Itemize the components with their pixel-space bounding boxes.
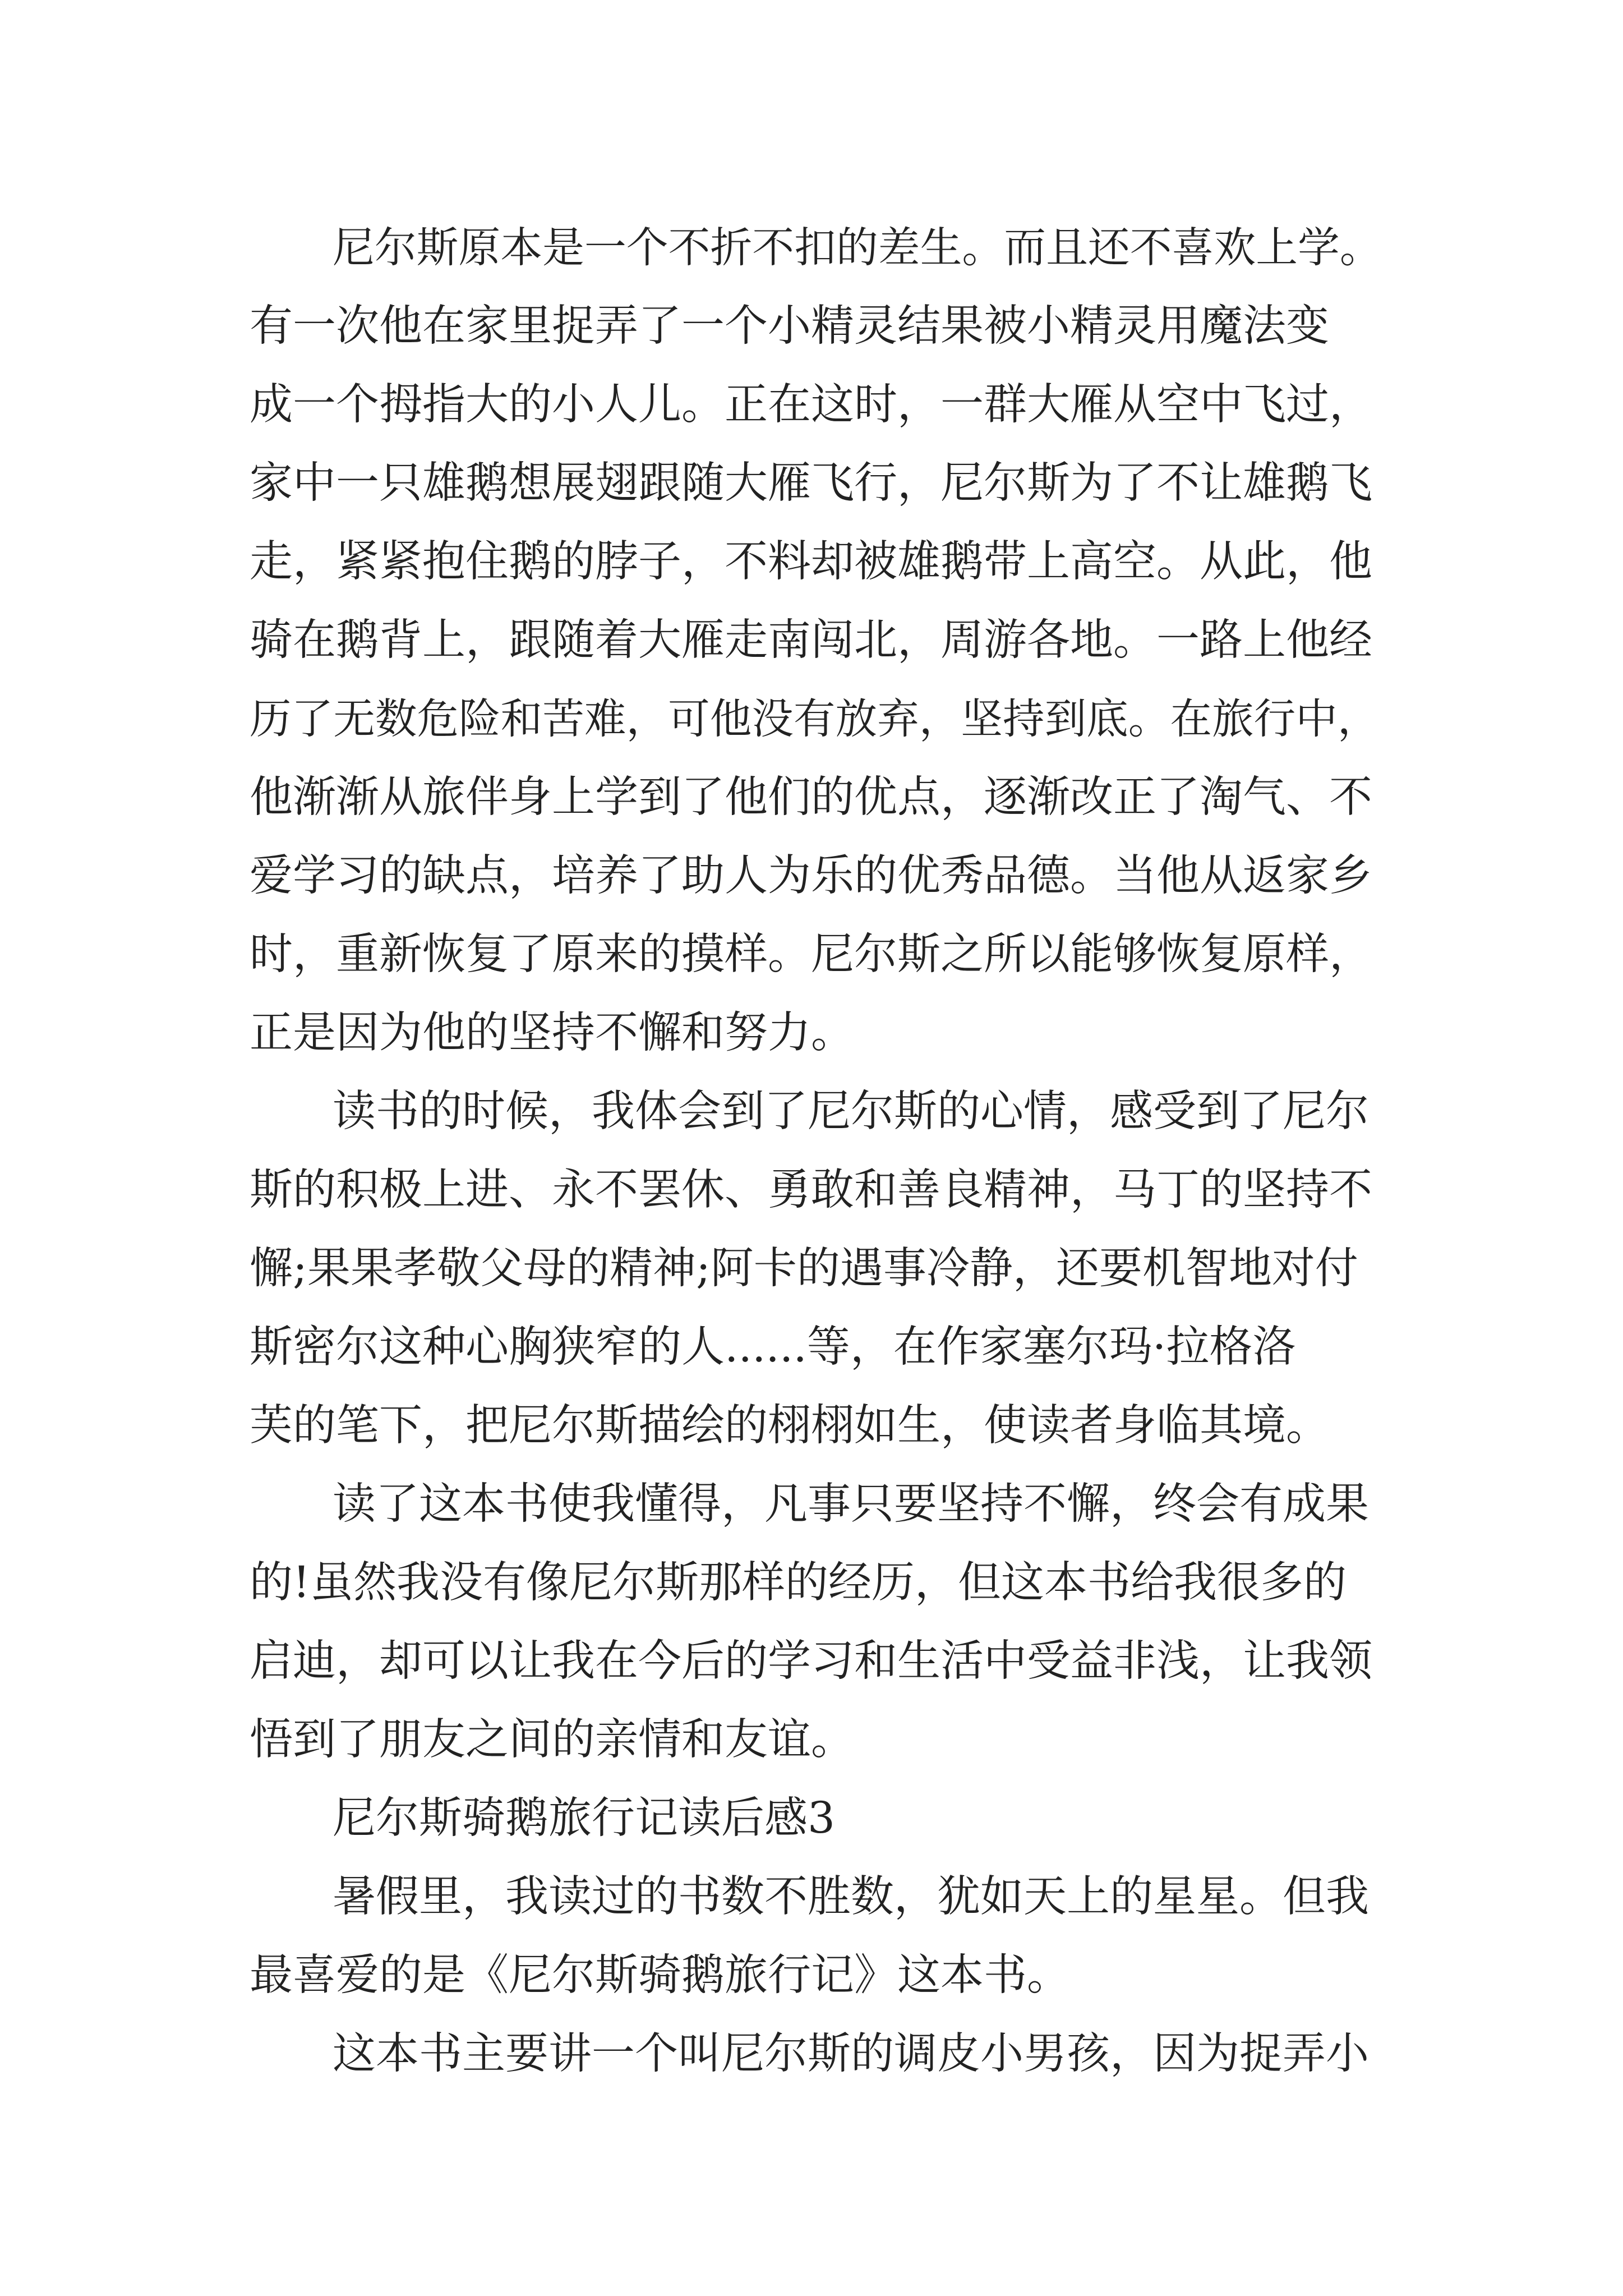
text-line: 有一次他在家里捉弄了一个小精灵结果被小精灵用魔法变 (250, 301, 1329, 351)
paragraph-lesson (250, 1465, 1380, 1779)
text-line: 爱学习的缺点，培养了助人为乐的优秀品德。当他从返家乡 (250, 851, 1372, 901)
text-line: 芙的笔下，把尼尔斯描绘的栩栩如生，使读者身临其境。 (250, 1401, 1329, 1451)
text-line: 家中一只雄鹅想展翅跟随大雁飞行，尼尔斯为了不让雄鹅飞 (250, 458, 1372, 508)
text-line: 时，重新恢复了原来的摸样。尼尔斯之所以能够恢复原样， (250, 930, 1372, 979)
text-line: 尼尔斯骑鹅旅行记读后感3 (333, 1793, 835, 1843)
text-line: 的!虽然我没有像尼尔斯那样的经历，但这本书给我很多的 (250, 1558, 1347, 1608)
text-line: 这本书主要讲一个叫尼尔斯的调皮小男孩，因为捉弄小 (333, 2029, 1369, 2079)
paragraph-reading-feelings (250, 1073, 1380, 1465)
text-line: 悟到了朋友之间的亲情和友谊。 (250, 1715, 854, 1765)
section-heading-3 (250, 1779, 1380, 1858)
text-line: 最喜爱的是《尼尔斯骑鹅旅行记》这本书。 (250, 1950, 1070, 2000)
text-line: 成一个拇指大的小人儿。正在这时，一群大雁从空中飞过， (250, 380, 1372, 430)
paragraph-book-intro (250, 2015, 1380, 2093)
text-line: 启迪，却可以让我在今后的学习和生活中受益非浅，让我领 (250, 1636, 1372, 1686)
text-line: 历了无数危险和苦难，可他没有放弃，坚持到底。在旅行中， (250, 694, 1380, 743)
text-line: 走，紧紧抱住鹅的脖子，不料却被雄鹅带上高空。从此，他 (250, 537, 1372, 587)
text-line: 尼尔斯原本是一个不折不扣的差生。而且还不喜欢上学。 (333, 223, 1382, 272)
text-line: 骑在鹅背上，跟随着大雁走南闯北，周游各地。一路上他经 (250, 615, 1372, 665)
text-line: 正是因为他的坚持不懈和努力。 (250, 1008, 854, 1058)
text-line: 暑假里，我读过的书数不胜数，犹如天上的星星。但我 (333, 1872, 1369, 1922)
text-line: 懈;果果孝敬父母的精神;阿卡的遇事冷静，还要机智地对付 (250, 1244, 1358, 1294)
text-line: 他渐渐从旅伴身上学到了他们的优点，逐渐改正了淘气、不 (250, 772, 1372, 822)
text-line: 读了这本书使我懂得，凡事只要坚持不懈，终会有成果 (333, 1479, 1369, 1529)
text-line: 斯密尔这种心胸狭窄的人......等，在作家塞尔玛·拉格洛 (250, 1322, 1296, 1372)
paragraph-nils-story (250, 209, 1380, 1073)
document-body (250, 209, 1380, 2093)
text-line: 斯的积极上进、永不罢休、勇敢和善良精神，马丁的坚持不 (250, 1165, 1372, 1215)
text-line: 读书的时候，我体会到了尼尔斯的心情，感受到了尼尔 (333, 1087, 1369, 1137)
paragraph-summer-reading (250, 1858, 1380, 2015)
